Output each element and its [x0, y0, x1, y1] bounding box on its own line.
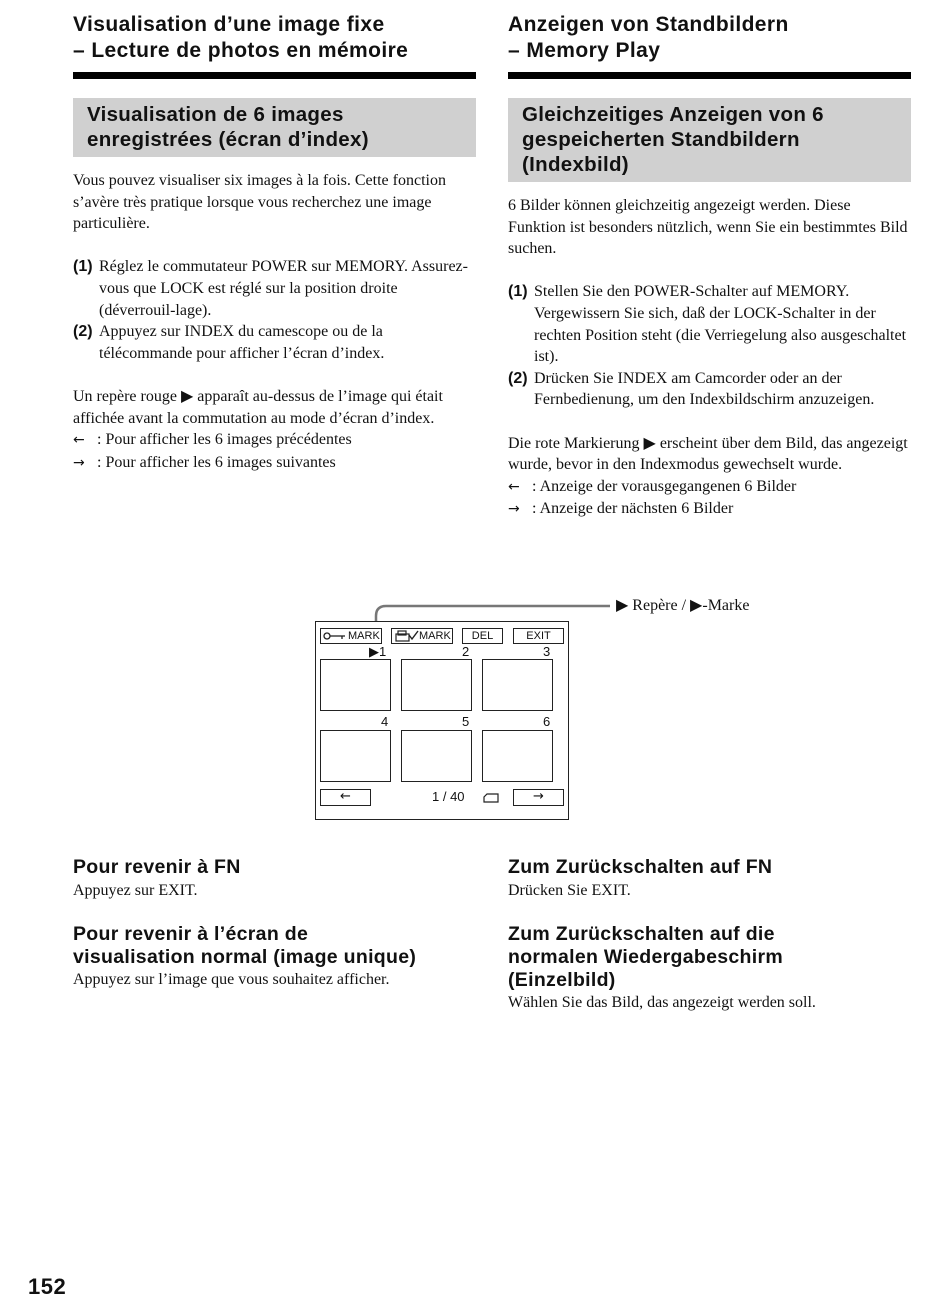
subtext-de-1: Drücken Sie EXIT.: [508, 882, 631, 899]
marker-callout-label: ▶ Repère / ▶-Marke: [616, 597, 750, 614]
step-item: (2) Drücken Sie INDEX am Camcorder oder an der Fernbedienung, um den Indexbildschirm anzuzeigen.: [508, 369, 875, 409]
subheading-fr-1: Pour revenir à FN: [73, 856, 241, 878]
print-check-icon: [395, 630, 419, 642]
marker-paragraph: Un repère rouge ▶ apparaît au-dessus de l’image qui était affichée avant la commutation au mode d’écran d’index.: [73, 387, 443, 427]
subtext-fr-1: Appuyez sur EXIT.: [73, 882, 198, 899]
lock-mark-button[interactable]: MARK: [320, 628, 382, 644]
left-arrow-icon: ←: [73, 432, 85, 449]
subheading-de-2: Zum Zurückschalten auf die normalen Wiedergabeschirm (Einzelbild): [508, 923, 783, 991]
section-heading-fr: Visualisation de 6 images enregistrées (écran d’index): [73, 98, 476, 157]
arrow-right-note: → : Anzeige der nächsten 6 Bilder: [508, 498, 911, 521]
subtext-fr-2: Appuyez sur l’image que vous souhaitez afficher.: [73, 971, 390, 988]
right-arrow-icon: →: [73, 454, 85, 471]
thumbnail[interactable]: [401, 730, 472, 782]
subheading-de-1: Zum Zurückschalten auf FN: [508, 856, 773, 878]
print-mark-button[interactable]: MARK: [391, 628, 453, 644]
page-title-de: Anzeigen von Standbildern – Memory Play: [508, 13, 789, 62]
page-title-fr: Visualisation d’une image fixe – Lecture de photos en mémoire: [73, 13, 409, 62]
index-screen: [315, 621, 569, 820]
delete-button[interactable]: DEL: [462, 628, 503, 644]
next-page-button[interactable]: →: [513, 789, 564, 806]
thumb-number: 3: [543, 644, 551, 659]
arrow-right-note: → : Pour afficher les 6 images suivantes: [73, 452, 476, 475]
key-icon: [323, 631, 347, 641]
exit-button[interactable]: EXIT: [513, 628, 564, 644]
arrow-left-note: ← : Anzeige der vorausgegangenen 6 Bilder: [508, 476, 911, 499]
previous-page-button[interactable]: ←: [320, 789, 371, 806]
page-number: 152: [28, 1274, 67, 1299]
arrow-left-note: ← : Pour afficher les 6 images précédentes: [73, 429, 476, 452]
intro-paragraph: 6 Bilder können gleichzeitig angezeigt werden. Diese Funktion ist besonders nützlich, wenn Sie ein bestimmtes Bild suchen.: [508, 197, 908, 258]
thumb-number: 2: [462, 644, 470, 659]
intro-paragraph: Vous pouvez visualiser six images à la fois. Cette fonction s’avère très pratique lorsque vous recherchez une image particulière.: [73, 172, 446, 233]
section-heading-de: Gleichzeitiges Anzeigen von 6 gespeicherten Standbildern (Indexbild): [508, 98, 911, 182]
step-item: (1) Réglez le commutateur POWER sur MEMORY. Assurez-vous que LOCK est réglé sur la position droite (déverrouil-lage).: [73, 258, 468, 319]
left-arrow-icon: ←: [508, 478, 520, 495]
memory-card-icon: [483, 793, 499, 803]
thumb-number: 4: [381, 714, 389, 729]
subheading-fr-2: Pour revenir à l’écran de visualisation normal (image unique): [73, 923, 417, 968]
thumbnail[interactable]: [320, 659, 391, 711]
image-counter: 1 / 40: [432, 789, 465, 804]
right-arrow-icon: →: [508, 501, 520, 518]
thumb-number: 5: [462, 714, 470, 729]
step-item: (1) Stellen Sie den POWER-Schalter auf MEMORY. Vergewissern Sie sich, daß der LOCK-Schalter in der rechten Position steht (die Verriegelung also ausgeschaltet ist).: [508, 283, 907, 366]
thumb-number: ▶1: [369, 644, 387, 659]
thumbnail[interactable]: [401, 659, 472, 711]
step-item: (2) Appuyez sur INDEX du camescope ou de la télécommande pour afficher l’écran d’index.: [73, 323, 385, 362]
thumbnail[interactable]: [482, 659, 553, 711]
thumbnail[interactable]: [320, 730, 391, 782]
thumb-number: 6: [543, 714, 551, 729]
thumbnail[interactable]: [482, 730, 553, 782]
subtext-de-2: Wählen Sie das Bild, das angezeigt werden soll.: [508, 994, 816, 1011]
marker-paragraph: Die rote Markierung ▶ erscheint über dem Bild, das angezeigt wurde, bevor in den Indexmodus gewechselt wurde.: [508, 434, 908, 474]
